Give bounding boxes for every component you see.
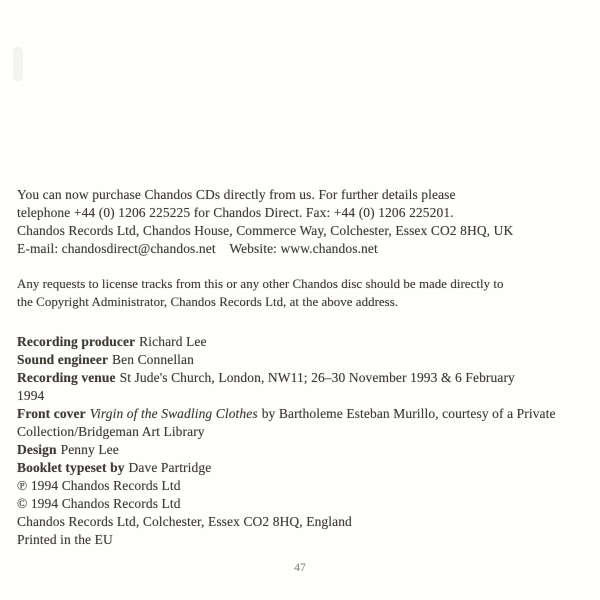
credit-line-recording-venue [17,369,595,387]
page-number: 47 [294,562,306,574]
credit-label: Design [17,442,57,457]
credit-line-recording-venue-continuation [17,387,595,405]
credit-value: by Bartholeme Esteban Murillo, courtesy of a Private [261,406,556,421]
purchase-info-line: telephone +44 (0) 1206 225225 for Chandos Direct. Fax: +44 (0) 1206 225201. [17,205,454,220]
license-note-line: Any requests to license tracks from this or any other Chandos disc should be made directly to [17,277,504,291]
credit-label: Sound engineer [17,352,109,367]
credit-label: Recording venue [17,370,116,385]
paragraph-spacer [17,258,595,275]
credit-line-front-cover-continuation [17,423,595,441]
credit-label: Front cover [17,406,86,421]
credit-line-recording-producer [17,333,595,351]
credit-line-sound-engineer [17,351,595,369]
purchase-info-line: You can now purchase Chandos CDs directly from us. For further details please [17,187,456,202]
publisher-address-line: Chandos Records Ltd, Colchester, Essex CO2 8HQ, England [17,514,352,529]
credit-value: Penny Lee [60,442,119,457]
credit-line-booklet-typeset [17,459,595,477]
credit-value: Dave Partridge [128,460,212,475]
scan-artifact [13,47,23,81]
purchase-info-paragraph [17,186,595,258]
phonogram-copyright-line: ℗ 1994 Chandos Records Ltd [17,478,181,493]
credit-value: Richard Lee [139,334,207,349]
purchase-info-line: E-mail: chandosdirect@chandos.net Website: www.chandos.net [17,241,378,256]
paragraph-spacer [17,311,595,333]
credit-value: St Jude's Church, London, NW11; 26–30 November 1993 & 6 February [119,370,515,385]
content-area [17,186,595,549]
credit-value: 1994 [17,388,45,403]
artwork-title: Virgin of the Swadling Clothes [89,406,258,421]
credit-label: Booklet typeset by [17,460,125,475]
credit-label: Recording producer [17,334,136,349]
copyright-line: © 1994 Chandos Records Ltd [17,496,181,511]
credit-line-design [17,441,595,459]
credit-value: Ben Connellan [112,352,194,367]
printed-in-line: Printed in the EU [17,532,113,547]
credits-block [17,333,595,549]
license-note-paragraph [17,275,595,311]
license-note-line: the Copyright Administrator, Chandos Records Ltd, at the above address. [17,295,399,309]
purchase-info-line: Chandos Records Ltd, Chandos House, Commerce Way, Colchester, Essex CO2 8HQ, UK [17,223,514,238]
credit-value: Collection/Bridgeman Art Library [17,424,205,439]
credit-line-front-cover [17,405,595,423]
